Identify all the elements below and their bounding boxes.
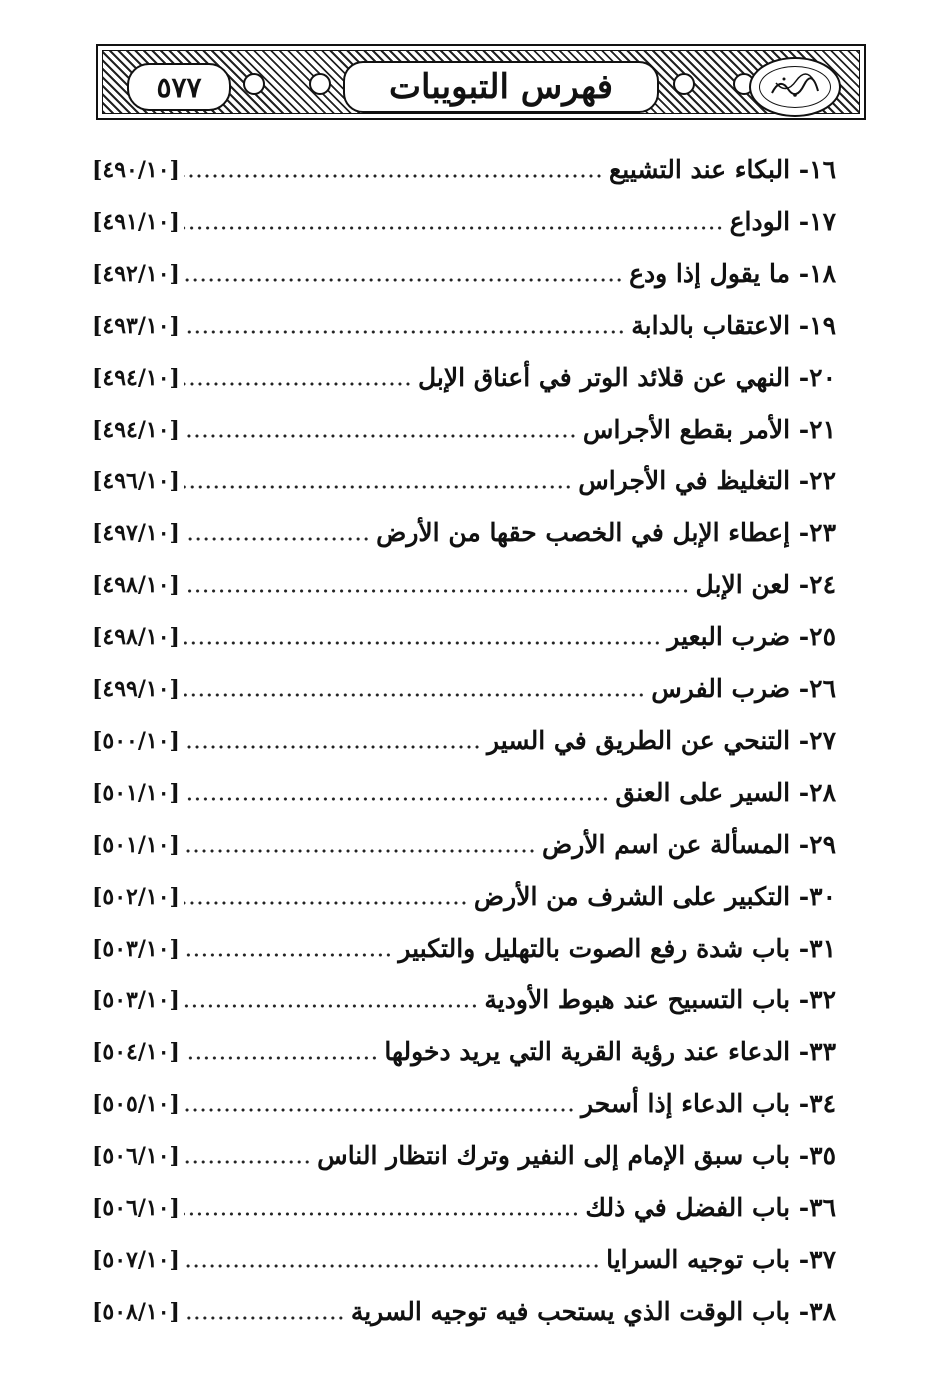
entry-reference: [٥٠٢/١٠] — [92, 884, 180, 910]
entry-reference: [٤٩٩/١٠] — [92, 676, 180, 702]
entry-reference: [٤٩٨/١٠] — [92, 624, 180, 650]
index-entry — [92, 980, 836, 1020]
dot-leader — [184, 482, 572, 492]
entry-reference: [٥٠٨/١٠] — [92, 1299, 180, 1325]
entry-title: ٣٧- باب توجيه السرايا — [606, 1245, 836, 1274]
entry-reference: [٥٠٣/١٠] — [92, 936, 180, 962]
page-title: فهرس التبويبات — [388, 67, 613, 107]
entry-title: ٢٩- المسألة عن اسم الأرض — [542, 830, 836, 859]
entry-reference: [٤٩٠/١٠] — [92, 157, 180, 183]
dot-leader — [184, 690, 645, 700]
dot-leader — [184, 1001, 478, 1011]
entry-title: ٢٧- التنحي عن الطريق في السير — [487, 726, 836, 755]
entry-title: ٢٥- ضرب البعير — [667, 622, 836, 651]
index-entry — [92, 358, 836, 398]
page-number: ٥٧٧ — [156, 70, 202, 104]
index-entry — [92, 1188, 836, 1228]
index-entry — [92, 306, 836, 346]
header-ornamental-band — [102, 50, 860, 114]
entry-reference: [٤٩٤/١٠] — [92, 365, 180, 391]
seal-cartouche — [749, 57, 841, 117]
index-entry — [92, 1292, 836, 1332]
entry-title: ٣٢- باب التسبيح عند هبوط الأودية — [484, 985, 836, 1014]
entry-title: ٢٣- إعطاء الإبل في الخصب حقها من الأرض — [376, 518, 836, 547]
index-entry — [92, 669, 836, 709]
dot-leader — [184, 898, 468, 908]
entry-title: ١٦- البكاء عند التشييع — [608, 155, 836, 184]
entry-reference: [٤٩٦/١٠] — [92, 468, 180, 494]
entry-title: ٣١- باب شدة رفع الصوت بالتهليل والتكبير — [398, 934, 836, 963]
dot-leader — [184, 275, 623, 285]
entry-reference: [٥٠٥/١٠] — [92, 1091, 180, 1117]
ornament-rosette-icon — [243, 73, 265, 95]
title-cartouche — [343, 61, 659, 113]
entry-title: ٣٣- الدعاء عند رؤية القرية التي يريد دخولها — [384, 1037, 836, 1066]
entry-reference: [٥٠٦/١٠] — [92, 1195, 180, 1221]
dot-leader — [184, 223, 724, 233]
dot-leader — [184, 171, 603, 181]
page-number-cartouche — [127, 63, 231, 111]
index-entry — [92, 1136, 836, 1176]
dot-leader — [184, 638, 661, 648]
dot-leader — [184, 794, 609, 804]
dot-leader — [184, 586, 690, 596]
index-entry — [92, 877, 836, 917]
dot-leader — [184, 431, 577, 441]
calligraphy-seal-icon — [759, 66, 831, 108]
dot-leader — [184, 1209, 579, 1219]
entry-reference: [٥٠٣/١٠] — [92, 987, 180, 1013]
entry-title: ١٩- الاعتقاب بالدابة — [631, 311, 836, 340]
ornament-rosette-icon — [309, 73, 331, 95]
entry-reference: [٥٠١/١٠] — [92, 780, 180, 806]
dot-leader — [184, 327, 625, 337]
dot-leader — [184, 950, 392, 960]
entry-title: ١٧- الوداع — [729, 207, 836, 236]
entry-reference: [٤٩٧/١٠] — [92, 520, 180, 546]
ornament-rosette-icon — [673, 73, 695, 95]
index-entry — [92, 721, 836, 761]
entry-title: ٣٠- التكبير على الشرف من الأرض — [473, 882, 836, 911]
dot-leader — [184, 534, 370, 544]
dot-leader — [184, 846, 536, 856]
index-entry — [92, 150, 836, 190]
entry-reference: [٥٠٤/١٠] — [92, 1039, 180, 1065]
entry-reference: [٤٩٢/١٠] — [92, 261, 180, 287]
entry-title: ١٨- ما يقول إذا ودع — [629, 259, 836, 288]
entry-reference: [٥٠٦/١٠] — [92, 1143, 180, 1169]
entry-title: ٣٨- باب الوقت الذي يستحب فيه توجيه السرية — [350, 1297, 836, 1326]
entry-title: ٢٤- لعن الإبل — [695, 570, 836, 599]
entry-reference: [٤٩١/١٠] — [92, 209, 180, 235]
dot-leader — [184, 1105, 575, 1115]
entry-reference: [٤٩٤/١٠] — [92, 417, 180, 443]
index-entry — [92, 461, 836, 501]
dot-leader — [184, 379, 412, 389]
index-entry — [92, 1240, 836, 1280]
index-entry — [92, 410, 836, 450]
entry-reference: [٥٠٠/١٠] — [92, 728, 180, 754]
entry-title: ٢٢- التغليظ في الأجراس — [578, 466, 836, 495]
index-entry — [92, 773, 836, 813]
entry-reference: [٤٩٣/١٠] — [92, 313, 180, 339]
index-entry — [92, 617, 836, 657]
dot-leader — [184, 1157, 311, 1167]
dot-leader — [184, 1313, 345, 1323]
index-entry — [92, 1084, 836, 1124]
index-entry — [92, 254, 836, 294]
page-header — [96, 44, 866, 120]
dot-leader — [184, 1053, 378, 1063]
dot-leader — [184, 742, 481, 752]
index-entry — [92, 929, 836, 969]
entry-reference: [٥٠١/١٠] — [92, 832, 180, 858]
dot-leader — [184, 1261, 600, 1271]
index-entry — [92, 565, 836, 605]
index-entry — [92, 513, 836, 553]
entry-title: ٢٠- النهي عن قلائد الوتر في أعناق الإبل — [417, 363, 836, 392]
entry-title: ٢١- الأمر بقطع الأجراس — [582, 415, 836, 444]
entry-reference: [٤٩٨/١٠] — [92, 572, 180, 598]
entry-title: ٢٨- السير على العنق — [615, 778, 836, 807]
entry-title: ٢٦- ضرب الفرس — [651, 674, 836, 703]
index-entry — [92, 202, 836, 242]
index-entry — [92, 825, 836, 865]
entry-title: ٣٦- باب الفضل في ذلك — [585, 1193, 836, 1222]
index-entry — [92, 1032, 836, 1072]
entry-title: ٣٤- باب الدعاء إذا أسحر — [581, 1089, 836, 1118]
entry-reference: [٥٠٧/١٠] — [92, 1247, 180, 1273]
entry-title: ٣٥- باب سبق الإمام إلى النفير وترك انتظار الناس — [317, 1141, 836, 1170]
